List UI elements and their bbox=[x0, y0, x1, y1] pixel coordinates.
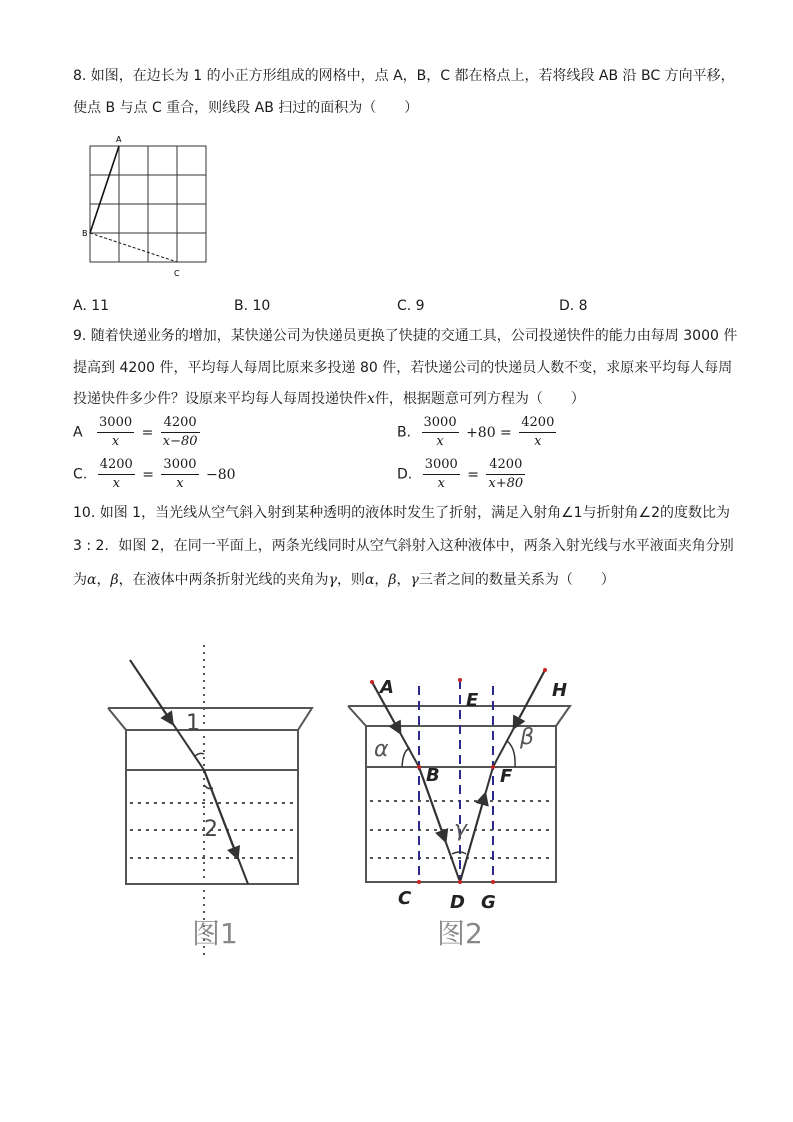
point-d-label: D bbox=[450, 892, 465, 913]
q8-option-a: A. 11 bbox=[73, 298, 110, 314]
segment-ab bbox=[90, 146, 119, 233]
refraction-figure-2 bbox=[340, 640, 580, 960]
q10-text-line-1: 10. 如图 1，当光线从空气斜入射到某种透明的液体时发生了折射，满足入射角∠1与折射角∠2的度数比为 bbox=[73, 505, 730, 521]
q9-text-line-2: 提高到 4200 件，平均每人每周比原来多投递 80 件，若快递公司的快递员人数不变，求原来平均每人每周 bbox=[73, 360, 733, 376]
figure-2-caption: 图2 bbox=[437, 917, 483, 950]
angle-2-label: 2 bbox=[204, 817, 218, 842]
grid-lines bbox=[90, 146, 206, 262]
segment-bc bbox=[90, 233, 177, 262]
refraction-figure-1 bbox=[100, 640, 330, 960]
q9-text-line-1: 9. 随着快递业务的增加，某快递公司为快递员更换了快捷的交通工具，公司投递快件的能力由每周 3000 件 bbox=[73, 328, 738, 344]
q8-grid-figure bbox=[80, 130, 220, 280]
point-h-label: H bbox=[552, 680, 568, 701]
q8-option-c: C. 9 bbox=[397, 298, 425, 314]
point-a-label: A bbox=[116, 135, 122, 144]
point-a-label: A bbox=[380, 677, 394, 698]
q9-option-a: A $\frac{3000}{x}$ = $\frac{4200}{x-80}$ bbox=[73, 415, 198, 449]
point-f-label: F bbox=[500, 766, 513, 787]
q8-option-b: B. 10 bbox=[234, 298, 271, 314]
angle-beta-label: β bbox=[520, 725, 535, 750]
point-c-label: C bbox=[174, 269, 180, 278]
q9-text-line-3: 投递快件多少件？设原来平均每人每周投递快件x件，根据题意可列方程为（ ） bbox=[73, 391, 585, 407]
q8-text-line-2: 使点 B 与点 C 重合，则线段 AB 扫过的面积为（ ） bbox=[73, 100, 419, 116]
point-b-label: B bbox=[82, 229, 88, 238]
figure-1-caption: 图1 bbox=[192, 917, 238, 950]
q8-text-line-1: 8. 如图，在边长为 1 的小正方形组成的网格中，点 A，B，C 都在格点上，若将线段 AB 沿 BC 方向平移， bbox=[73, 68, 735, 84]
q9-option-d: D. $\frac{3000}{x}$ = $\frac{4200}{x+80}$ bbox=[397, 457, 524, 491]
angle-gamma-label: γ bbox=[454, 817, 468, 842]
q9-option-b: B. $\frac{3000}{x}$ +80 = $\frac{4200}{x}$ bbox=[397, 415, 555, 449]
point-c-label: C bbox=[398, 888, 412, 909]
q10-text-line-3: 为α，β，在液体中两条折射光线的夹角为γ，则α，β，γ三者之间的数量关系为（ ） bbox=[73, 572, 615, 588]
angle-1-label: 1 bbox=[186, 711, 200, 736]
q9-option-c: C. $\frac{4200}{x}$ = $\frac{3000}{x}$ −80 bbox=[73, 457, 236, 491]
angle-alpha-label: α bbox=[374, 737, 389, 762]
q8-option-d: D. 8 bbox=[559, 298, 588, 314]
point-b-label: B bbox=[426, 765, 440, 786]
point-g-label: G bbox=[481, 892, 496, 913]
q10-text-line-2: 3 : 2．如图 2，在同一平面上，两条光线同时从空气斜射入这种液体中，两条入射光线与水平液面夹角分别 bbox=[73, 538, 734, 554]
point-e-label: E bbox=[466, 690, 479, 711]
